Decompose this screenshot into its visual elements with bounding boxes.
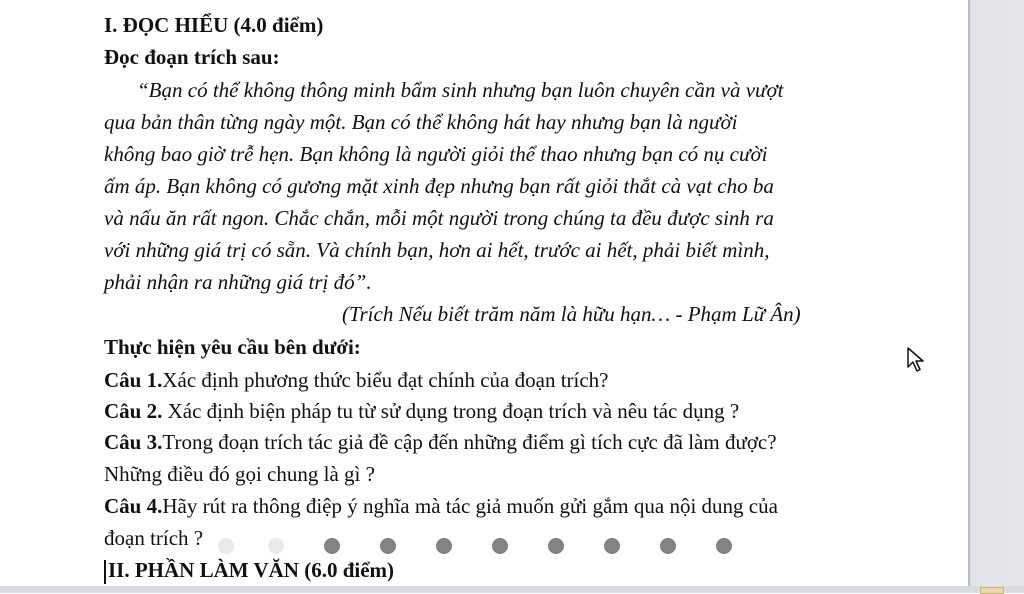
passage-source: (Trích Nếu biết trăm năm là hữu hạn… - Phạm Lữ Ân) (342, 302, 801, 326)
passage-line: và nấu ăn rất ngon. Chắc chắn, mỗi một người trong chúng ta đều được sinh ra (104, 206, 774, 230)
loading-dot (492, 538, 508, 554)
loading-dot (604, 538, 620, 554)
requirements-heading: Thực hiện yêu cầu bên dưới: (104, 335, 361, 359)
question-4-continued: đoạn trích ? (104, 526, 204, 550)
loading-dot (218, 538, 234, 554)
loading-dot (268, 538, 284, 554)
question-3 (104, 429, 777, 455)
passage-line: phải nhận ra những giá trị đó”. (104, 270, 372, 294)
passage-line: với những giá trị có sẵn. Và chính bạn, hơn ai hết, trước ai hết, phải biết mình, (104, 238, 770, 262)
question-4 (104, 493, 778, 519)
question-2-text: Xác định biện pháp tu từ sử dụng trong đoạn trích và nêu tác dụng ? (162, 399, 740, 423)
question-2-label: Câu 2. (104, 399, 163, 423)
question-4-label: Câu 4. (104, 494, 163, 518)
question-2 (104, 398, 739, 424)
passage-line: qua bản thân từng ngày một. Bạn có thể không hát hay nhưng bạn là người (104, 110, 738, 134)
question-1 (104, 367, 609, 393)
mouse-pointer-icon (906, 347, 926, 373)
loading-dot (660, 538, 676, 554)
question-4-text: Hãy rút ra thông điệp ý nghĩa mà tác giả muốn gửi gắm qua nội dung của (162, 494, 778, 518)
page-edge (968, 0, 970, 593)
question-3-text: Trong đoạn trích tác giả đề cập đến những điểm gì tích cực đã làm được? (162, 430, 777, 454)
bottom-strip (0, 586, 1024, 593)
reading-instruction: Đọc đoạn trích sau: (104, 45, 280, 69)
loading-dot (716, 538, 732, 554)
loading-dots (218, 538, 738, 554)
loading-dot (548, 538, 564, 554)
loading-dot (380, 538, 396, 554)
question-3-label: Câu 3. (104, 430, 163, 454)
loading-dot (436, 538, 452, 554)
question-1-label: Câu 1. (104, 368, 163, 392)
section-1-heading: I. ĐỌC HIỂU (4.0 điểm) (104, 13, 324, 37)
question-3-continued: Những điều đó gọi chung là gì ? (104, 462, 375, 486)
loading-dot (324, 538, 340, 554)
text-cursor (104, 560, 106, 584)
passage-line: không bao giờ trễ hẹn. Bạn không là người giỏi thể thao nhưng bạn có nụ cười (104, 142, 768, 166)
section-2-heading: II. PHẦN LÀM VĂN (6.0 điểm) (108, 558, 395, 582)
passage-line: “Bạn có thể không thông minh bẩm sinh nhưng bạn luôn chuyên cần và vượt (137, 78, 784, 102)
passage-line: ấm áp. Bạn không có gương mặt xinh đẹp nhưng bạn rất giỏi thắt cà vạt cho ba (104, 174, 774, 198)
window-gutter (968, 0, 1024, 593)
question-1-text: Xác định phương thức biểu đạt chính của đoạn trích? (162, 368, 609, 392)
